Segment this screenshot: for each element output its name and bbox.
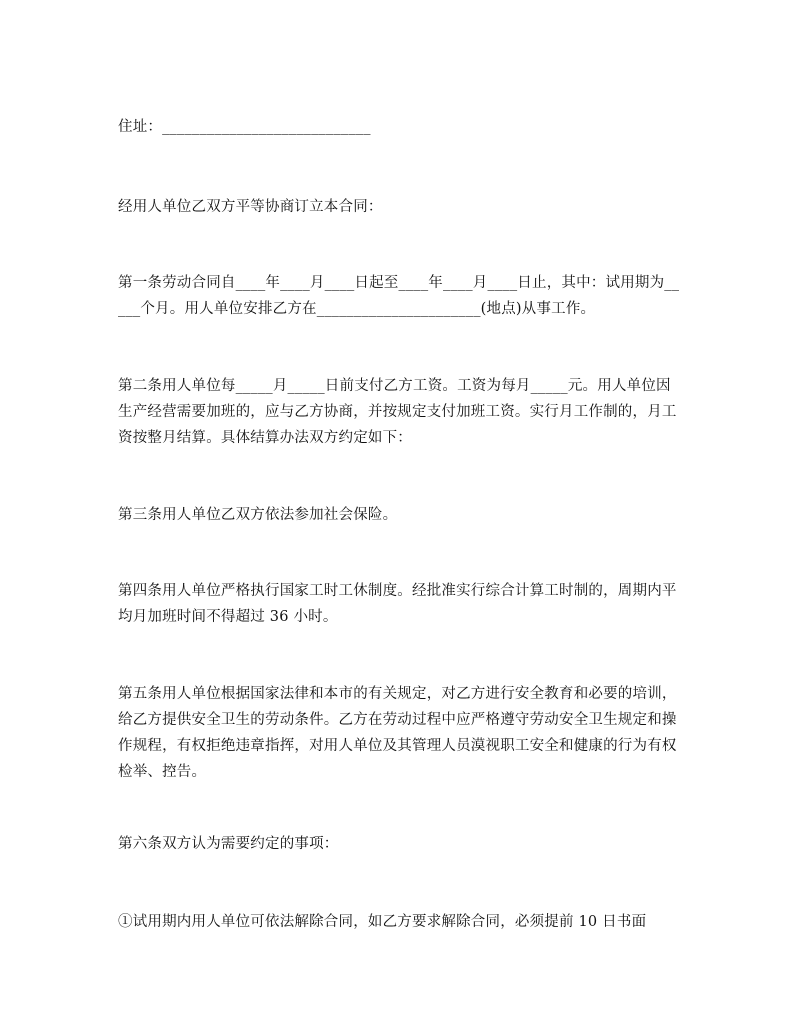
article-3: 第三条用人单位乙双方依法参加社会保险。	[118, 507, 398, 523]
article-6: 第六条双方认为需要约定的事项：	[118, 836, 339, 852]
article-4: 第四条用人单位严格执行国家工时工休制度。经批准实行综合计算工时制的，周期内平均月加班时间不得超过 36 小时。	[118, 583, 677, 625]
article-2: 第二条用人单位每_____月_____日前支付乙方工资。工资为每月_____元。用人单位因生产经营需要加班的，应与乙方协商，并按规定支付加班工资。实行月工作制的，月工资按整月结算。具体结算办法双方约定如下：	[118, 378, 677, 446]
contract-intro: 经用人单位乙双方平等协商订立本合同：	[118, 199, 383, 215]
address-line: 住址：____________________________	[118, 119, 371, 135]
article-5: 第五条用人单位根据国家法律和本市的有关规定，对乙方进行安全教育和必要的培训，给乙方提供安全卫生的劳动条件。乙方在劳动过程中应严格遵守劳动安全卫生规定和操作规程，有权拒绝违章指挥，对用人单位及其管理人员漠视职工安全和健康的行为有权检举、控告。	[118, 686, 677, 780]
item-1: ①试用期内用人单位可依法解除合同，如乙方要求解除合同，必须提前 10 日书面	[118, 914, 647, 930]
article-1: 第一条劳动合同自____年____月____日起至____年____月____日止，其中：试用期为_____个月。用人单位安排乙方在______________________(地点)从事工作。	[118, 275, 680, 317]
